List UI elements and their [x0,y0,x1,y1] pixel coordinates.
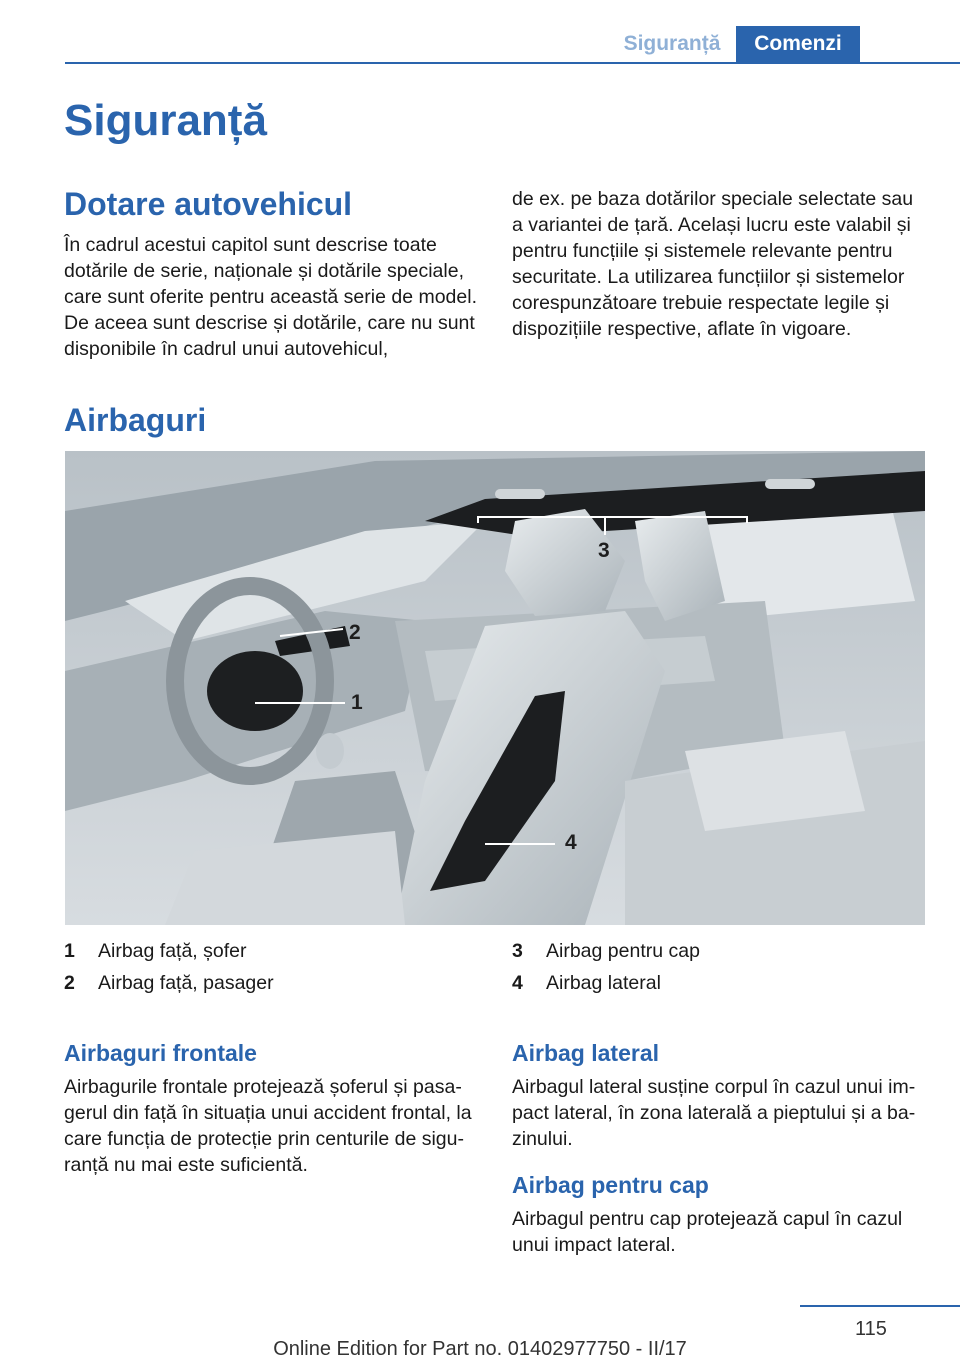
section-heading-equipment: Dotare autovehicul [64,186,353,222]
equipment-text-right: de ex. pe baza dotărilor speciale selectate sau a variantei de țară. Același lucru este valabil și pentru funcțiile și sistemele relevante pentru securitate. La utilizarea funcțiilor și sistemelor corespunzătoare trebuie respectate legile și dispozițiile respective, aflate în vigoare. [512,188,914,340]
section-heading-airbags: Airbaguri [64,402,207,438]
legend-num: 2 [64,972,75,994]
heading-head-airbag: Airbag pentru cap [512,1172,709,1198]
car-interior-drawing [65,451,925,925]
airbag-illustration [65,451,925,925]
callout-2: 2 [349,621,361,644]
header-rule [65,62,960,64]
legend-item [512,935,700,967]
header-tab-safety[interactable]: Siguranță [623,32,721,55]
legend-right [512,935,700,999]
callout-4: 4 [565,831,577,854]
side-airbag-text: Airbagul lateral susține corpul în cazul unui impact lateral, în zona laterală a pieptului și a bazinului. [512,1076,916,1150]
legend-item [512,967,700,999]
legend-item [64,967,274,999]
header-tab-controls[interactable]: Comenzi [736,26,860,64]
footer-rule [800,1305,960,1307]
legend-num: 4 [512,972,523,994]
edition-footer: Online Edition for Part no. 01402977750 - II/17 [273,1338,687,1360]
legend-label: Airbag lateral [546,972,661,994]
legend-left [64,935,274,999]
equipment-text-left: În cadrul acestui capitol sunt descrise toate dotările de serie, naționale și dotările speciale, care sunt oferite pentru această serie de model. De aceea sunt descrise și dotările, care nu sunt disponibile în cadrul unui autovehicul, [64,234,477,360]
legend-label: Airbag față, pasager [98,972,274,994]
legend-num: 3 [512,940,523,962]
legend-label: Airbag pentru cap [546,940,700,962]
callout-3: 3 [598,539,610,562]
legend-label: Airbag față, șofer [98,940,247,962]
head-airbag-text: Airbagul pentru cap protejează capul în cazul unui impact lateral. [512,1208,903,1256]
callout-1: 1 [351,691,363,714]
legend-item [64,935,274,967]
heading-front-airbags: Airbaguri frontale [64,1040,257,1066]
heading-side-airbag: Airbag lateral [512,1040,659,1066]
page-title: Siguranță [64,96,267,145]
page-number: 115 [855,1318,887,1340]
legend-num: 1 [64,940,75,962]
front-airbags-text: Airbagurile frontale protejează șoferul și pasagerul din față în situația unui accident frontal, la care funcția de protecție prin centurile de siguranță nu mai este suficientă. [64,1076,472,1176]
